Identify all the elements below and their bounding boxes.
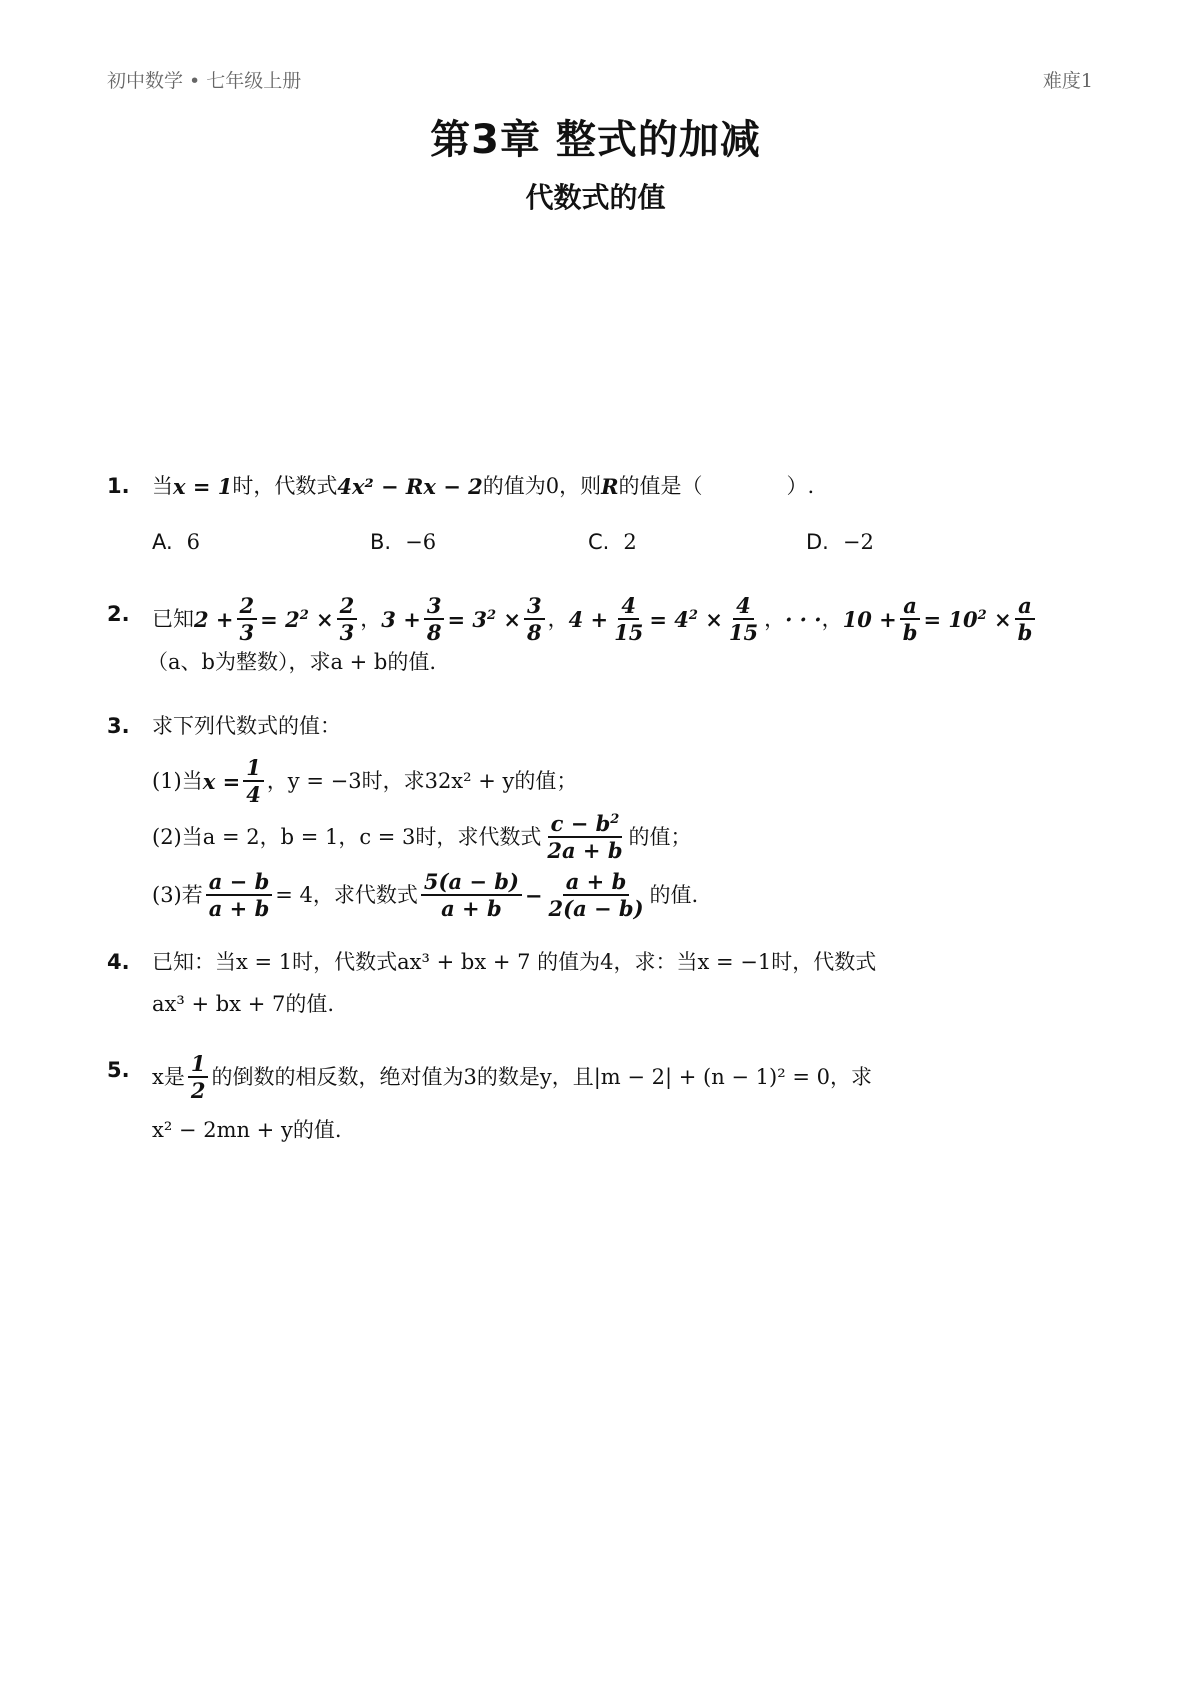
option-d: D. −2 (806, 530, 874, 554)
header-right: 难度1 (1042, 70, 1093, 92)
question-5-line-2: x² − 2mn + y的值. (152, 1118, 342, 1142)
question-2-line-1: 已知 2 + $\frac{2}{3}$ = $2^2$ × $\frac{2}{3}$ ， 3 + $\frac{3}{8}$ = $3^2$ × $\frac{3}{8}$ ， 4 + $\frac{4}{15}$ = $4^2$ × $\frac{4}{15}$ ， · · · ， 10 + $\frac{a}{b}$ = $10^2$ × $\frac{a}{b}$ (152, 594, 1038, 644)
question-3-part-3: (3)若 $\frac{a - b}{a + b}$ = 4，求代数式 $\frac{5(a - b)}{a + b}$ − $\frac{a + b}{2(a - b)}$ 的值. (152, 869, 699, 922)
option-b: B. −6 (370, 530, 437, 554)
option-a: A. 6 (152, 530, 201, 554)
question-1-stem: 当 x = 1 时，代数式 4x² − Rx − 2 的值为0，则 R 的值是（ ）. (152, 474, 815, 499)
page-subtitle: 代数式的值 (525, 181, 666, 214)
question-3-part-2: (2)当a = 2，b = 1，c = 3时，求代数式 $\frac{c - b^2}{2a + b}$ 的值； (152, 811, 692, 864)
question-4-line-1: 已知：当x = 1时，代数式ax³ + bx + 7 的值为4，求：当x = −1时，代数式 (152, 950, 877, 974)
option-c: C. 2 (588, 530, 637, 554)
question-3-intro: 求下列代数式的值： (152, 714, 341, 738)
question-number: 2. (107, 602, 130, 626)
question-4-line-2: ax³ + bx + 7的值. (152, 992, 334, 1016)
question-number: 5. (107, 1058, 130, 1082)
header-left: 初中数学 • 七年级上册 (107, 70, 302, 92)
question-3-part-1: (1)当 x = $\frac{1}{4}$ ，y = −3时，求32x² + y的值； (152, 755, 578, 808)
page-title: 第3章 整式的加减 (430, 117, 761, 163)
question-5-line-1: x是 $\frac{1}{2}$ 的倒数的相反数，绝对值为3的数是y，且|m − 2| + (n − 1)² = 0，求 (152, 1051, 872, 1104)
question-number: 1. (107, 474, 130, 498)
question-2-line-2: （a、b为整数），求a + b的值. (147, 650, 437, 674)
question-number: 3. (107, 714, 130, 738)
question-number: 4. (107, 950, 130, 974)
